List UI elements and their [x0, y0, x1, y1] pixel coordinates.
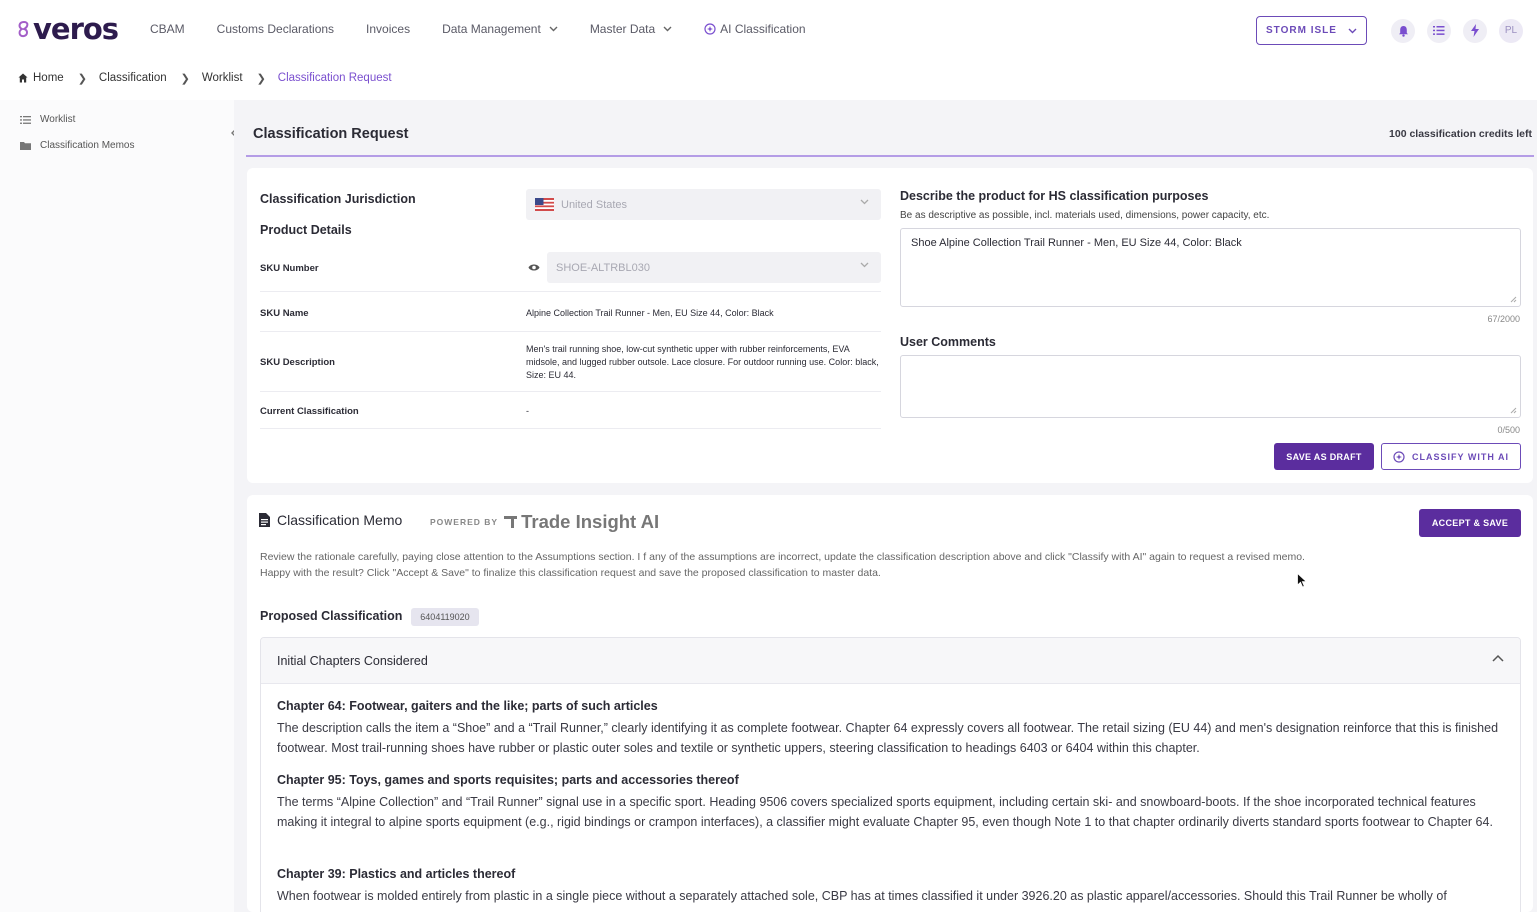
breadcrumb-home[interactable]	[18, 72, 64, 84]
sidebar-item-classification-memos[interactable]	[20, 140, 134, 151]
nav-customs-declarations[interactable]	[217, 22, 334, 36]
home-icon	[18, 73, 28, 83]
memo-title-label: Classification Memo	[277, 512, 403, 528]
credits-left: 100 classification credits left	[1389, 128, 1532, 140]
top-navbar	[0, 0, 1537, 58]
describe-hint: Be as descriptive as possible, incl. materials used, dimensions, power capacity, etc.	[900, 210, 1270, 221]
chapter-title: Chapter 39: Plastics and articles thereof	[277, 867, 516, 881]
notifications-button[interactable]	[1391, 19, 1415, 43]
user-comments-label: User Comments	[900, 335, 996, 349]
nav-master-data-label: Master Data	[589, 22, 656, 36]
breadcrumb-worklist[interactable]: Worklist	[201, 72, 243, 84]
memo-instructions-line1: Review the rationale carefully, paying close attention to the Assumptions section. I f any of the assumptions are incorrect, update the classification description above and click "Classify with AI" again to request a revised memo.	[260, 551, 1305, 563]
nav-master-data[interactable]	[590, 22, 672, 36]
nav-cbam[interactable]	[150, 22, 185, 36]
logo-mark-icon	[16, 18, 32, 40]
jurisdiction-label: Classification Jurisdiction	[260, 192, 416, 206]
sidebar-item-classification-memos-label: Classification Memos	[40, 140, 135, 151]
eye-icon[interactable]	[528, 263, 540, 272]
memo-title	[259, 512, 402, 528]
logo-text: veros	[33, 12, 119, 46]
chapter-body: When footwear is molded entirely from plastic in a single piece without a separately attached sole, CBP has at times classified it under 3926.20 as plastic apparel/accessories. Should this Trail Runner be wholly of	[277, 889, 1447, 903]
chevron-down-icon	[549, 26, 558, 32]
nav-data-management-label: Data Management	[442, 22, 541, 36]
nav-right-actions	[1256, 16, 1523, 45]
breadcrumb	[18, 70, 392, 86]
chevron-down-icon	[663, 26, 672, 32]
breadcrumb-current: Classification Request	[277, 72, 392, 84]
chevron-down-icon	[860, 262, 869, 268]
trade-insight-logo-icon	[504, 516, 517, 528]
avatar-initials: PL	[1504, 25, 1518, 36]
sku-name-value: Alpine Collection Trail Runner - Men, EU Size 44, Color: Black	[526, 308, 774, 318]
lightning-icon	[1470, 24, 1480, 37]
org-select[interactable]	[1256, 16, 1367, 45]
trade-insight-brand	[504, 511, 659, 533]
describe-textarea-value: Shoe Alpine Collection Trail Runner - Men, EU Size 44, Color: Black	[911, 237, 1242, 249]
sku-description-value: Men's trail running shoe, low-cut synthetic upper with rubber reinforcements, EVA midsole, and lugged rubber outsole. Lace closure. For outdoor running use. Color: black, Size: EU 44.	[526, 344, 879, 380]
sku-description-label: SKU Description	[260, 357, 335, 368]
trade-insight-brand-label: Trade Insight AI	[521, 511, 660, 532]
nav-invoices-label: Invoices	[366, 22, 411, 36]
list-icon	[20, 115, 31, 125]
chapter-title: Chapter 95: Toys, games and sports requisites; parts and accessories thereof	[277, 773, 739, 787]
main-nav	[150, 0, 838, 58]
nav-ai-classification[interactable]	[704, 22, 805, 36]
classify-with-ai-label: CLASSIFY WITH AI	[1412, 451, 1509, 462]
user-comments-textarea[interactable]	[900, 355, 1521, 418]
folder-icon	[20, 141, 31, 150]
jurisdiction-value: United States	[561, 198, 628, 211]
user-comments-counter: 0/500	[1497, 425, 1520, 435]
divider	[260, 391, 881, 392]
nav-customs-declarations-label: Customs Declarations	[216, 22, 335, 36]
nav-data-management[interactable]	[442, 22, 558, 36]
chevron-right-icon: ❯	[256, 72, 266, 85]
accordion-header[interactable]	[261, 638, 1520, 684]
accept-and-save-label: ACCEPT & SAVE	[1431, 518, 1509, 528]
org-select-value: STORM ISLE	[1266, 25, 1337, 36]
list-icon	[1433, 25, 1445, 36]
sku-name-label: SKU Name	[260, 308, 309, 319]
breadcrumb-home-label: Home	[33, 72, 64, 84]
veros-logo[interactable]	[16, 13, 118, 45]
user-avatar[interactable]	[1499, 19, 1523, 43]
save-as-draft-button[interactable]	[1274, 443, 1374, 470]
chapter-title: Chapter 64: Footwear, gaiters and the like; parts of such articles	[277, 699, 658, 713]
describe-label: Describe the product for HS classification purposes	[900, 189, 1209, 203]
classify-with-ai-button[interactable]	[1381, 443, 1521, 470]
sidebar	[0, 100, 234, 912]
sku-number-select	[547, 252, 881, 283]
classification-request-card	[247, 168, 1533, 483]
memo-instructions	[260, 549, 1460, 581]
resize-handle-icon[interactable]	[1510, 407, 1517, 414]
proposed-classification-code: 6404119020	[411, 608, 479, 626]
page-title: Classification Request	[253, 126, 409, 142]
accordion-title: Initial Chapters Considered	[277, 654, 428, 668]
product-details-label: Product Details	[260, 223, 352, 237]
quick-actions-button[interactable]	[1463, 19, 1487, 43]
chapter-body: The terms “Alpine Collection” and “Trail Runner” signal use in a specific sport. Heading 9506 covers specialized sports equipment, including certain ski- and snowboard-boots. If the shoe incorporated technical features making it integral to alpine sports equipment (e.g., rigid bindings or crampon interfaces), a classifier might evaluate Chapter 95, even though Note 1 to that chapter ordinarily diverts standard sports footwear to Chapter 64.	[277, 795, 1493, 829]
powered-by-label: POWERED BY	[430, 517, 499, 527]
initial-chapters-accordion	[260, 637, 1521, 912]
sidebar-item-worklist-label: Worklist	[40, 114, 76, 125]
document-icon	[259, 513, 270, 527]
memo-instructions-line2: Happy with the result? Click "Accept & Save" to finalize this classification request and save the proposed classification to master data.	[260, 567, 881, 579]
save-as-draft-label: SAVE AS DRAFT	[1286, 451, 1362, 462]
proposed-classification-label: Proposed Classification	[260, 609, 403, 623]
sidebar-item-worklist[interactable]	[20, 114, 75, 125]
powered-by	[430, 511, 659, 533]
jurisdiction-select	[526, 189, 881, 220]
nav-invoices[interactable]	[366, 22, 410, 36]
mouse-cursor-icon	[1297, 573, 1307, 588]
accept-and-save-button[interactable]	[1419, 509, 1521, 537]
sku-number-label: SKU Number	[260, 263, 319, 274]
current-classification-label: Current Classification	[260, 406, 359, 417]
chevron-up-icon	[1492, 654, 1504, 662]
current-classification-value: -	[526, 406, 529, 416]
chevron-down-icon	[860, 199, 869, 205]
page-header	[246, 108, 1534, 157]
nav-ai-classification-label: AI Classification	[720, 22, 806, 36]
resize-handle-icon[interactable]	[1510, 296, 1517, 303]
ai-sparkle-icon	[1393, 451, 1405, 463]
chevron-right-icon: ❯	[77, 72, 87, 85]
bell-icon	[1398, 25, 1409, 37]
nav-cbam-label: CBAM	[150, 22, 185, 36]
divider	[260, 291, 881, 292]
chevron-down-icon	[1348, 28, 1357, 34]
tasks-button[interactable]	[1427, 19, 1451, 43]
breadcrumb-classification[interactable]: Classification	[98, 72, 167, 84]
describe-counter: 67/2000	[1487, 314, 1520, 324]
chevron-right-icon: ❯	[180, 72, 190, 85]
sku-number-value: SHOE-ALTRBL030	[556, 261, 650, 274]
chapter-body: The description calls the item a “Shoe” and a “Trail Runner,” clearly identifying it as complete footwear. Chapter 64 expressly covers all footwear. The retail sizing (EU 44) and men's designation reinforce that this is finished footwear. Most trail-running shoes have rubber or plastic outer soles and textile or synthetic uppers, steering classification to headings 6403 or 6404 within this chapter.	[277, 721, 1499, 755]
ai-sparkle-icon	[704, 23, 716, 35]
describe-textarea[interactable]	[900, 228, 1521, 307]
divider	[260, 428, 881, 429]
divider	[260, 331, 881, 332]
us-flag-icon	[535, 198, 554, 211]
